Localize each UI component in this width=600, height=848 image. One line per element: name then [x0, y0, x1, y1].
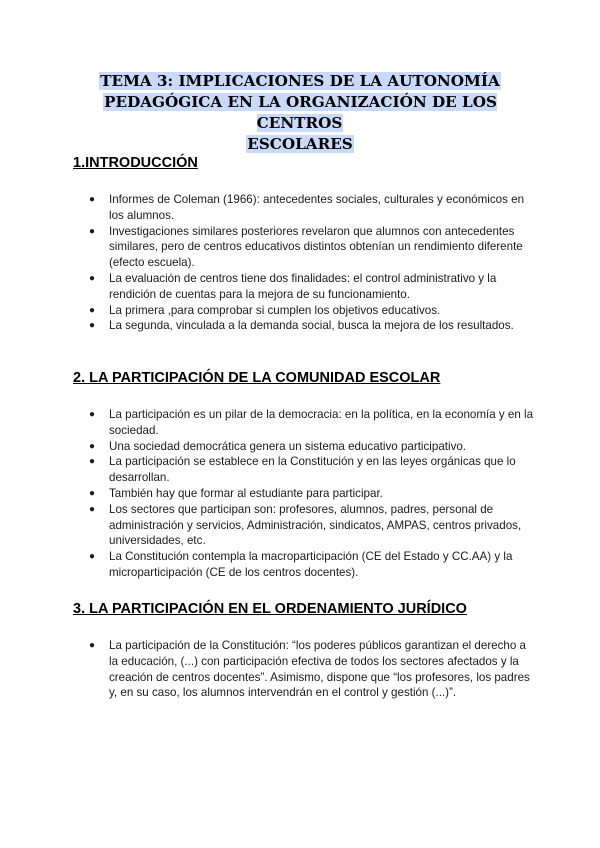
bullet-icon: ●: [89, 640, 96, 651]
list-item: [88, 303, 536, 319]
bullet-icon: ●: [89, 272, 96, 284]
bullet-icon: ●: [89, 194, 96, 205]
list-item-text: Los sectores que participan son: profesores, alumnos, padres, personal de administración y servicios, Administración, sindicatos, AMPAS, centros privados, universidades, etc.: [109, 502, 522, 548]
bullet-icon: ●: [89, 503, 96, 515]
section-list-participacion: [88, 407, 536, 581]
bullet-icon: ●: [89, 440, 96, 452]
list-item: [88, 192, 536, 224]
list-item-text: También hay que formar al estudiante para participar.: [109, 486, 383, 500]
list-item-text: La participación se establece en la Constitución y en las leyes orgánicas que lo desarrollan.: [109, 455, 516, 485]
bullet-icon: ●: [89, 304, 96, 316]
list-item-text: Una sociedad democrática genera un sistema educativo participativo.: [109, 439, 467, 453]
bullet-icon: ●: [89, 409, 96, 420]
list-item-text: La evaluación de centros tiene dos finalidades: el control administrativo y la rendición de cuentas para la mejora de su funcionamiento.: [109, 271, 497, 301]
list-item-text: Informes de Coleman (1966): antecedentes sociales, culturales y económicos en los alumnos.: [109, 193, 525, 222]
section-heading-participacion: 2. LA PARTICIPACIÓN DE LA COMUNIDAD ESCOLAR: [73, 370, 441, 386]
list-item: [88, 638, 536, 701]
title-line-1: TEMA 3: IMPLICACIONES DE LA AUTONOMÍA: [100, 72, 500, 90]
bullet-icon: ●: [89, 551, 96, 563]
list-item: [88, 318, 536, 334]
section-heading-ordenamiento: 3. LA PARTICIPACIÓN EN EL ORDENAMIENTO JURÍDICO: [73, 601, 467, 617]
bullet-icon: ●: [89, 225, 96, 237]
title-line-2: PEDAGÓGICA EN LA ORGANIZACIÓN DE LOS CENTROS: [104, 93, 497, 132]
bullet-icon: ●: [89, 320, 96, 332]
list-item-text: La participación de la Constitución: “los poderes públicos garantizan el derecho a la educación, (...) con participación efectiva de todos los sectores afectados y la creación de centros docentes”. Asimismo, dispone que “los profesores, los padres y, en su caso, los alumnos intervendrán en el control y gestión (...)”.: [109, 639, 530, 700]
section-list-introduccion: [88, 192, 536, 334]
list-item: [88, 271, 536, 303]
list-item-text: La participación es un pilar de la democracia: en la política, en la economía y en la sociedad.: [109, 408, 534, 437]
title-line-3: ESCOLARES: [247, 135, 353, 153]
list-item-text: La Constitución contempla la macroparticipación (CE del Estado y CC.AA) y la microparticipación (CE de los centros docentes).: [109, 550, 513, 579]
bullet-icon: ●: [89, 456, 96, 468]
list-item: [88, 224, 536, 271]
list-item: [88, 549, 536, 581]
list-item: [88, 486, 536, 502]
list-item: [88, 502, 536, 549]
page-title: [60, 71, 540, 155]
list-item-text: La segunda, vinculada a la demanda social, busca la mejora de los resultados.: [109, 319, 514, 333]
list-item: [88, 439, 536, 455]
list-item: [88, 454, 536, 486]
bullet-icon: ●: [89, 487, 96, 499]
section-heading-introduccion: 1.INTRODUCCIÓN: [73, 155, 198, 171]
list-item-text: Investigaciones similares posteriores revelaron que alumnos con antecedentes similares, pero de centros educativos distintos obtenían un rendimiento diferente (efecto escuela).: [109, 224, 523, 270]
list-item-text: La primera ,para comprobar si cumplen los objetivos educativos.: [109, 303, 441, 317]
section-list-ordenamiento: [88, 638, 536, 701]
list-item: [88, 407, 536, 439]
